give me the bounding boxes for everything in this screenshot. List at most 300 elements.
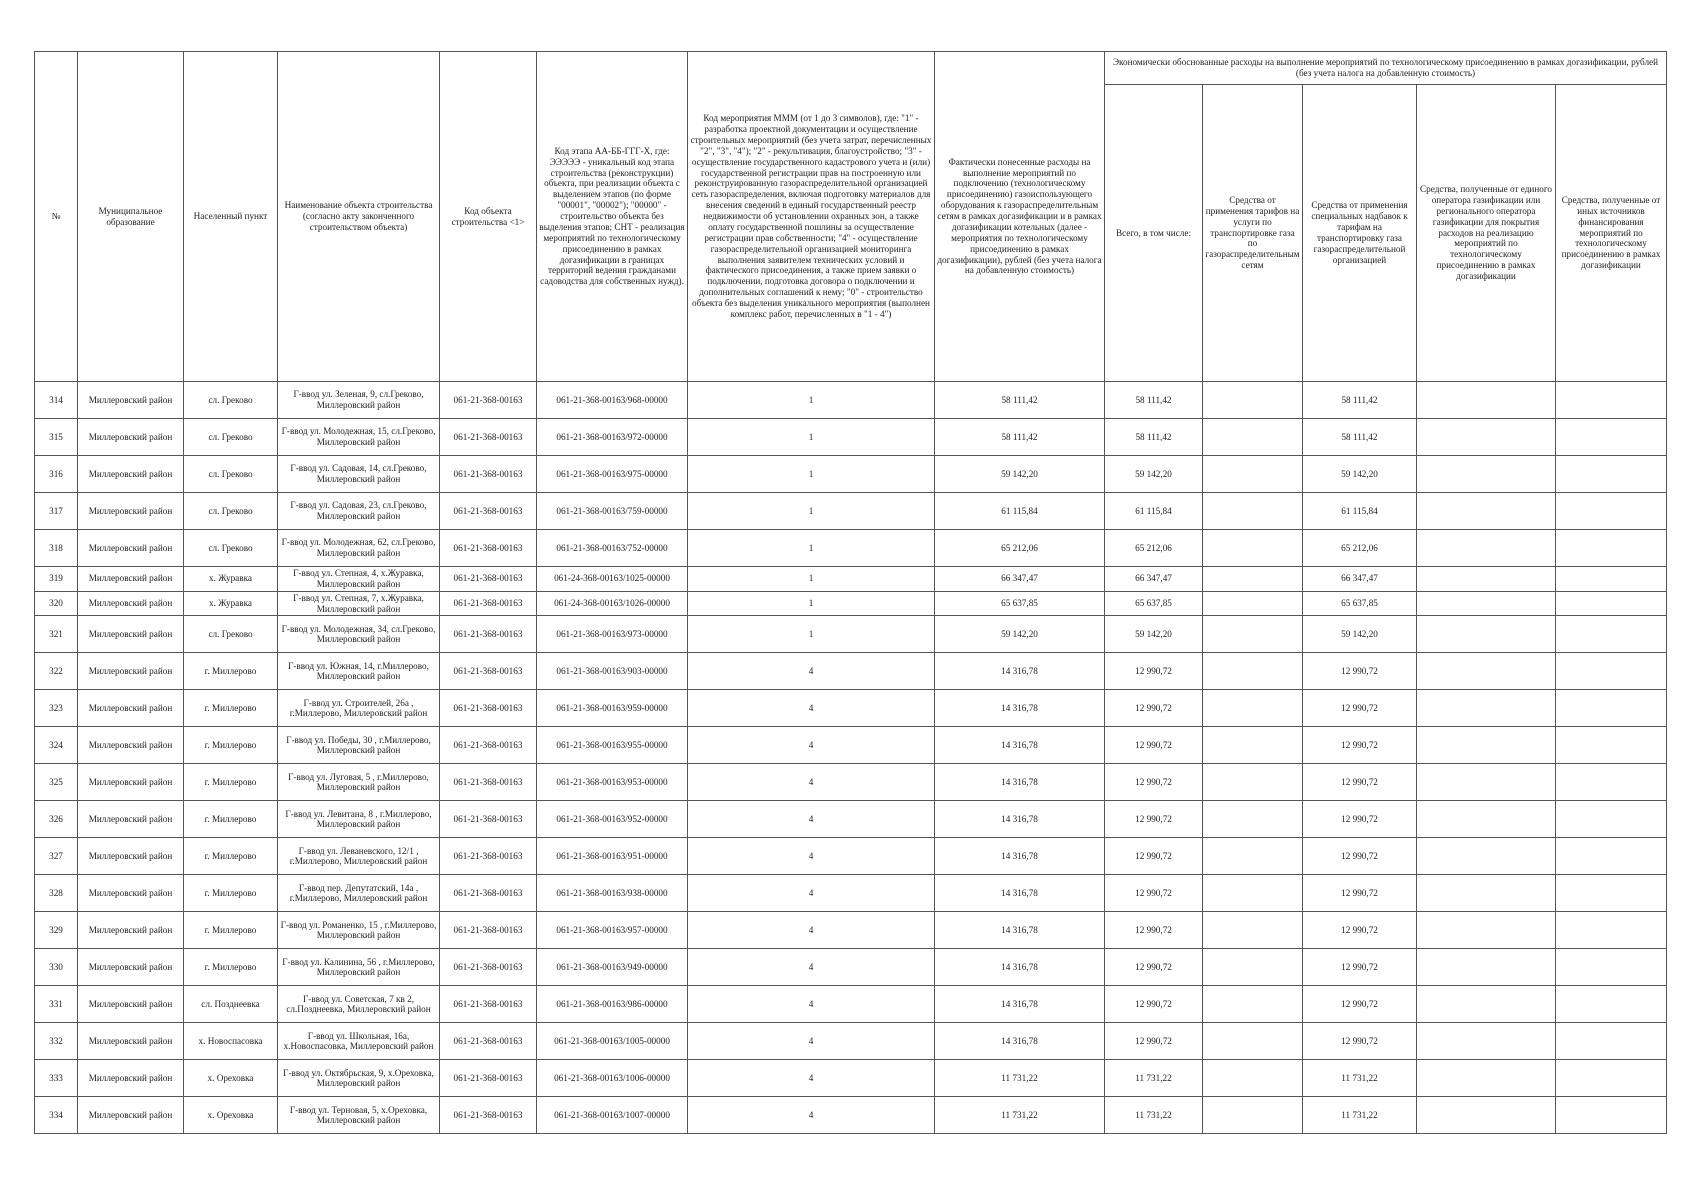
row-object-name: Г-ввод ул. Леваневского, 12/1 , г.Миллерово, Миллеровский район — [278, 838, 440, 875]
row-settlement: г. Миллерово — [184, 912, 278, 949]
row-settlement: г. Миллерово — [184, 801, 278, 838]
row-stage-code: 061-24-368-00163/1026-00000 — [537, 591, 688, 616]
row-object-name: Г-ввод ул. Калинина, 56 , г.Миллерово, Миллеровский район — [278, 949, 440, 986]
row-stage-code: 061-21-368-00163/949-00000 — [537, 949, 688, 986]
row-settlement: х. Журавка — [184, 567, 278, 592]
row-object-name: Г-ввод ул. Молодежная, 62, сл.Греково, Миллеровский район — [278, 530, 440, 567]
row-settlement: х. Новоспасовка — [184, 1023, 278, 1060]
header-transport-tariffs: Средства от применения тарифов на услуги по транспортировке газа по газораспределительным сетям — [1203, 85, 1303, 382]
row-other-sources — [1556, 801, 1667, 838]
row-stage-code: 061-21-368-00163/975-00000 — [537, 456, 688, 493]
row-object-name: Г-ввод ул. Левитана, 8 , г.Миллерово, Миллеровский район — [278, 801, 440, 838]
row-object-code: 061-21-368-00163 — [440, 690, 537, 727]
row-transport-tariffs — [1203, 530, 1303, 567]
gasification-costs-table — [34, 51, 1667, 1134]
row-measure-code: 4 — [688, 949, 935, 986]
row-municipality: Миллеровский район — [78, 912, 184, 949]
row-number: 322 — [35, 653, 78, 690]
row-object-name: Г-ввод ул. Школьная, 16а, х.Новоспасовка, Миллеровский район — [278, 1023, 440, 1060]
row-settlement: г. Миллерово — [184, 653, 278, 690]
row-operator-funds — [1417, 419, 1556, 456]
row-stage-code: 061-21-368-00163/903-00000 — [537, 653, 688, 690]
row-transport-tariffs — [1203, 567, 1303, 592]
row-special-markups: 12 990,72 — [1303, 727, 1417, 764]
row-municipality: Миллеровский район — [78, 1023, 184, 1060]
row-stage-code: 061-21-368-00163/952-00000 — [537, 801, 688, 838]
table-row — [35, 986, 1667, 1023]
row-total: 12 990,72 — [1105, 801, 1203, 838]
row-special-markups: 12 990,72 — [1303, 653, 1417, 690]
row-operator-funds — [1417, 1097, 1556, 1134]
row-municipality: Миллеровский район — [78, 764, 184, 801]
row-total: 12 990,72 — [1105, 875, 1203, 912]
table-row — [35, 419, 1667, 456]
row-object-name: Г-ввод ул. Октябрьская, 9, х.Ореховка, Миллеровский район — [278, 1060, 440, 1097]
table-row — [35, 653, 1667, 690]
row-special-markups: 58 111,42 — [1303, 419, 1417, 456]
row-other-sources — [1556, 382, 1667, 419]
row-municipality: Миллеровский район — [78, 567, 184, 592]
row-operator-funds — [1417, 1023, 1556, 1060]
row-measure-code: 4 — [688, 727, 935, 764]
row-actual-costs: 65 637,85 — [935, 591, 1105, 616]
row-number: 324 — [35, 727, 78, 764]
header-economic-costs-group: Экономически обоснованные расходы на выполнение мероприятий по технологическому присоединению в рамках догазификации, рублей (без учета налога на добавленную стоимость) — [1105, 52, 1667, 85]
row-actual-costs: 11 731,22 — [935, 1060, 1105, 1097]
row-actual-costs: 14 316,78 — [935, 1023, 1105, 1060]
row-operator-funds — [1417, 690, 1556, 727]
row-number: 321 — [35, 616, 78, 653]
row-measure-code: 4 — [688, 1060, 935, 1097]
row-municipality: Миллеровский район — [78, 690, 184, 727]
row-operator-funds — [1417, 653, 1556, 690]
row-municipality: Миллеровский район — [78, 1060, 184, 1097]
table-row — [35, 1023, 1667, 1060]
header-stage-code: Код этапа АА-ББ-ГГГ-Х, где: ЭЭЭЭЭ - уникальный код этапа строительства (реконструкции) объекта, при реализации объекта с выделением этапов (по форме "00001", "00002"); "00000" - строительство объекта без выделения этапов; СНТ - реализация мероприятий по технологическому присоединению в рамках догазификации в границах территорий ведения гражданами садоводства для собственных нужд). — [537, 52, 688, 382]
row-number: 314 — [35, 382, 78, 419]
row-other-sources — [1556, 690, 1667, 727]
row-other-sources — [1556, 1023, 1667, 1060]
row-operator-funds — [1417, 591, 1556, 616]
row-stage-code: 061-21-368-00163/973-00000 — [537, 616, 688, 653]
row-actual-costs: 59 142,20 — [935, 616, 1105, 653]
row-other-sources — [1556, 1097, 1667, 1134]
row-other-sources — [1556, 456, 1667, 493]
row-object-name: Г-ввод ул. Южная, 14, г.Миллерово, Миллеровский район — [278, 653, 440, 690]
row-special-markups: 59 142,20 — [1303, 456, 1417, 493]
row-stage-code: 061-21-368-00163/959-00000 — [537, 690, 688, 727]
row-special-markups: 12 990,72 — [1303, 949, 1417, 986]
row-object-name: Г-ввод ул. Строителей, 26а , г.Миллерово, Миллеровский район — [278, 690, 440, 727]
row-measure-code: 4 — [688, 838, 935, 875]
row-stage-code: 061-21-368-00163/951-00000 — [537, 838, 688, 875]
row-measure-code: 1 — [688, 382, 935, 419]
row-stage-code: 061-21-368-00163/955-00000 — [537, 727, 688, 764]
table-row — [35, 591, 1667, 616]
header-settlement: Населенный пункт — [184, 52, 278, 382]
row-number: 326 — [35, 801, 78, 838]
row-object-name: Г-ввод ул. Садовая, 23, сл.Греково, Миллеровский район — [278, 493, 440, 530]
row-total: 61 115,84 — [1105, 493, 1203, 530]
row-transport-tariffs — [1203, 591, 1303, 616]
row-transport-tariffs — [1203, 456, 1303, 493]
row-settlement: сл. Греково — [184, 616, 278, 653]
row-municipality: Миллеровский район — [78, 875, 184, 912]
row-actual-costs: 14 316,78 — [935, 875, 1105, 912]
row-object-name: Г-ввод ул. Советская, 7 кв 2, сл.Позднеевка, Миллеровский район — [278, 986, 440, 1023]
row-transport-tariffs — [1203, 1097, 1303, 1134]
row-measure-code: 4 — [688, 764, 935, 801]
row-actual-costs: 14 316,78 — [935, 727, 1105, 764]
row-settlement: сл. Греково — [184, 419, 278, 456]
row-number: 319 — [35, 567, 78, 592]
row-actual-costs: 65 212,06 — [935, 530, 1105, 567]
row-special-markups: 58 111,42 — [1303, 382, 1417, 419]
header-special-markups: Средства от применения специальных надбавок к тарифам на транспортировку газа газораспределительной организацией — [1303, 85, 1417, 382]
row-number: 329 — [35, 912, 78, 949]
row-measure-code: 1 — [688, 493, 935, 530]
table-row — [35, 912, 1667, 949]
row-object-code: 061-21-368-00163 — [440, 801, 537, 838]
row-number: 327 — [35, 838, 78, 875]
row-settlement: г. Миллерово — [184, 764, 278, 801]
row-object-code: 061-21-368-00163 — [440, 727, 537, 764]
row-special-markups: 12 990,72 — [1303, 986, 1417, 1023]
row-object-code: 061-21-368-00163 — [440, 912, 537, 949]
row-total: 11 731,22 — [1105, 1097, 1203, 1134]
row-number: 333 — [35, 1060, 78, 1097]
row-number: 330 — [35, 949, 78, 986]
row-municipality: Миллеровский район — [78, 838, 184, 875]
row-measure-code: 1 — [688, 567, 935, 592]
row-actual-costs: 14 316,78 — [935, 912, 1105, 949]
row-number: 315 — [35, 419, 78, 456]
row-total: 66 347,47 — [1105, 567, 1203, 592]
row-total: 12 990,72 — [1105, 690, 1203, 727]
table-row — [35, 838, 1667, 875]
row-municipality: Миллеровский район — [78, 419, 184, 456]
row-municipality: Миллеровский район — [78, 1097, 184, 1134]
row-actual-costs: 11 731,22 — [935, 1097, 1105, 1134]
row-special-markups: 61 115,84 — [1303, 493, 1417, 530]
row-stage-code: 061-21-368-00163/759-00000 — [537, 493, 688, 530]
header-operator-funds: Средства, полученные от единого оператора газификации или регионального оператора газификации для покрытия расходов на реализацию мероприятий по технологическому присоединению в рамках догазификации — [1417, 85, 1556, 382]
row-measure-code: 4 — [688, 875, 935, 912]
row-operator-funds — [1417, 1060, 1556, 1097]
row-transport-tariffs — [1203, 493, 1303, 530]
row-measure-code: 4 — [688, 653, 935, 690]
row-stage-code: 061-21-368-00163/1005-00000 — [537, 1023, 688, 1060]
row-municipality: Миллеровский район — [78, 727, 184, 764]
table-row — [35, 530, 1667, 567]
row-municipality: Миллеровский район — [78, 382, 184, 419]
row-stage-code: 061-24-368-00163/1025-00000 — [537, 567, 688, 592]
row-object-code: 061-21-368-00163 — [440, 567, 537, 592]
row-other-sources — [1556, 591, 1667, 616]
row-measure-code: 1 — [688, 591, 935, 616]
row-stage-code: 061-21-368-00163/1006-00000 — [537, 1060, 688, 1097]
row-actual-costs: 61 115,84 — [935, 493, 1105, 530]
row-measure-code: 4 — [688, 690, 935, 727]
row-object-code: 061-21-368-00163 — [440, 1060, 537, 1097]
row-other-sources — [1556, 912, 1667, 949]
row-stage-code: 061-21-368-00163/1007-00000 — [537, 1097, 688, 1134]
row-total: 65 212,06 — [1105, 530, 1203, 567]
row-actual-costs: 14 316,78 — [935, 986, 1105, 1023]
row-other-sources — [1556, 727, 1667, 764]
row-object-name: Г-ввод ул. Молодежная, 15, сл.Греково, Миллеровский район — [278, 419, 440, 456]
row-transport-tariffs — [1203, 875, 1303, 912]
table-row — [35, 493, 1667, 530]
row-special-markups: 12 990,72 — [1303, 801, 1417, 838]
row-stage-code: 061-21-368-00163/957-00000 — [537, 912, 688, 949]
table-row — [35, 875, 1667, 912]
table-body — [35, 382, 1667, 1134]
row-special-markups: 12 990,72 — [1303, 875, 1417, 912]
row-other-sources — [1556, 764, 1667, 801]
row-transport-tariffs — [1203, 690, 1303, 727]
row-operator-funds — [1417, 875, 1556, 912]
row-measure-code: 1 — [688, 419, 935, 456]
row-total: 65 637,85 — [1105, 591, 1203, 616]
row-transport-tariffs — [1203, 1060, 1303, 1097]
row-actual-costs: 14 316,78 — [935, 690, 1105, 727]
row-special-markups: 12 990,72 — [1303, 1023, 1417, 1060]
row-operator-funds — [1417, 949, 1556, 986]
row-operator-funds — [1417, 456, 1556, 493]
row-municipality: Миллеровский район — [78, 949, 184, 986]
row-object-name: Г-ввод ул. Степная, 7, х.Журавка, Миллеровский район — [278, 591, 440, 616]
row-operator-funds — [1417, 616, 1556, 653]
row-settlement: сл. Греково — [184, 530, 278, 567]
row-special-markups: 11 731,22 — [1303, 1060, 1417, 1097]
row-transport-tariffs — [1203, 1023, 1303, 1060]
row-transport-tariffs — [1203, 838, 1303, 875]
table-row — [35, 616, 1667, 653]
row-total: 12 990,72 — [1105, 764, 1203, 801]
row-total: 59 142,20 — [1105, 616, 1203, 653]
row-object-code: 061-21-368-00163 — [440, 382, 537, 419]
row-actual-costs: 14 316,78 — [935, 949, 1105, 986]
row-measure-code: 4 — [688, 1097, 935, 1134]
row-municipality: Миллеровский район — [78, 530, 184, 567]
row-settlement: г. Миллерово — [184, 875, 278, 912]
row-object-code: 061-21-368-00163 — [440, 456, 537, 493]
row-stage-code: 061-21-368-00163/938-00000 — [537, 875, 688, 912]
row-special-markups: 12 990,72 — [1303, 912, 1417, 949]
row-total: 12 990,72 — [1105, 1023, 1203, 1060]
row-actual-costs: 14 316,78 — [935, 653, 1105, 690]
row-transport-tariffs — [1203, 912, 1303, 949]
row-settlement: х. Ореховка — [184, 1097, 278, 1134]
row-stage-code: 061-21-368-00163/972-00000 — [537, 419, 688, 456]
row-other-sources — [1556, 653, 1667, 690]
row-object-code: 061-21-368-00163 — [440, 986, 537, 1023]
row-municipality: Миллеровский район — [78, 591, 184, 616]
row-transport-tariffs — [1203, 382, 1303, 419]
row-municipality: Миллеровский район — [78, 616, 184, 653]
row-total: 12 990,72 — [1105, 986, 1203, 1023]
row-other-sources — [1556, 567, 1667, 592]
row-object-code: 061-21-368-00163 — [440, 1097, 537, 1134]
row-transport-tariffs — [1203, 764, 1303, 801]
row-object-code: 061-21-368-00163 — [440, 949, 537, 986]
row-object-name: Г-ввод ул. Молодежная, 34, сл.Греково, Миллеровский район — [278, 616, 440, 653]
header-object-name: Наименование объекта строительства (согласно акту законченного строительством объекта) — [278, 52, 440, 382]
row-operator-funds — [1417, 530, 1556, 567]
row-other-sources — [1556, 949, 1667, 986]
row-number: 325 — [35, 764, 78, 801]
row-special-markups: 11 731,22 — [1303, 1097, 1417, 1134]
row-object-code: 061-21-368-00163 — [440, 838, 537, 875]
row-object-code: 061-21-368-00163 — [440, 764, 537, 801]
row-object-name: Г-ввод пер. Депутатский, 14а , г.Миллерово, Миллеровский район — [278, 875, 440, 912]
row-special-markups: 66 347,47 — [1303, 567, 1417, 592]
row-object-name: Г-ввод ул. Победы, 30 , г.Миллерово, Миллеровский район — [278, 727, 440, 764]
row-special-markups: 12 990,72 — [1303, 838, 1417, 875]
row-object-code: 061-21-368-00163 — [440, 493, 537, 530]
row-actual-costs: 14 316,78 — [935, 838, 1105, 875]
row-total: 12 990,72 — [1105, 653, 1203, 690]
row-object-code: 061-21-368-00163 — [440, 616, 537, 653]
header-total: Всего, в том числе: — [1105, 85, 1203, 382]
row-other-sources — [1556, 1060, 1667, 1097]
row-special-markups: 59 142,20 — [1303, 616, 1417, 653]
row-municipality: Миллеровский район — [78, 493, 184, 530]
row-settlement: г. Миллерово — [184, 949, 278, 986]
row-transport-tariffs — [1203, 986, 1303, 1023]
row-municipality: Миллеровский район — [78, 986, 184, 1023]
row-object-code: 061-21-368-00163 — [440, 419, 537, 456]
header-municipality: Муниципальное образование — [78, 52, 184, 382]
row-object-name: Г-ввод ул. Романенко, 15 , г.Миллерово, Миллеровский район — [278, 912, 440, 949]
row-stage-code: 061-21-368-00163/953-00000 — [537, 764, 688, 801]
row-actual-costs: 58 111,42 — [935, 419, 1105, 456]
row-special-markups: 65 212,06 — [1303, 530, 1417, 567]
row-number: 331 — [35, 986, 78, 1023]
row-total: 59 142,20 — [1105, 456, 1203, 493]
table-row — [35, 1060, 1667, 1097]
table-row — [35, 801, 1667, 838]
row-number: 316 — [35, 456, 78, 493]
header-num: № — [35, 52, 78, 382]
row-transport-tariffs — [1203, 727, 1303, 764]
row-object-code: 061-21-368-00163 — [440, 875, 537, 912]
row-measure-code: 4 — [688, 912, 935, 949]
row-object-code: 061-21-368-00163 — [440, 1023, 537, 1060]
row-settlement: х. Журавка — [184, 591, 278, 616]
document-sheet — [34, 51, 1667, 1134]
row-transport-tariffs — [1203, 616, 1303, 653]
row-number: 334 — [35, 1097, 78, 1134]
row-number: 318 — [35, 530, 78, 567]
row-transport-tariffs — [1203, 949, 1303, 986]
row-object-name: Г-ввод ул. Степная, 4, х.Журавка, Миллеровский район — [278, 567, 440, 592]
row-operator-funds — [1417, 493, 1556, 530]
row-actual-costs: 14 316,78 — [935, 764, 1105, 801]
row-actual-costs: 59 142,20 — [935, 456, 1105, 493]
row-other-sources — [1556, 838, 1667, 875]
row-measure-code: 4 — [688, 986, 935, 1023]
row-object-name: Г-ввод ул. Садовая, 14, сл.Греково, Миллеровский район — [278, 456, 440, 493]
row-total: 58 111,42 — [1105, 382, 1203, 419]
header-object-code: Код объекта строительства <1> — [440, 52, 537, 382]
row-settlement: г. Миллерово — [184, 690, 278, 727]
row-number: 323 — [35, 690, 78, 727]
row-stage-code: 061-21-368-00163/968-00000 — [537, 382, 688, 419]
row-object-name: Г-ввод ул. Зеленая, 9, сл.Греково, Миллеровский район — [278, 382, 440, 419]
row-other-sources — [1556, 530, 1667, 567]
row-total: 58 111,42 — [1105, 419, 1203, 456]
row-other-sources — [1556, 986, 1667, 1023]
row-measure-code: 1 — [688, 616, 935, 653]
row-measure-code: 4 — [688, 1023, 935, 1060]
row-object-name: Г-ввод ул. Терновая, 5, х.Ореховка, Миллеровский район — [278, 1097, 440, 1134]
row-stage-code: 061-21-368-00163/752-00000 — [537, 530, 688, 567]
row-other-sources — [1556, 493, 1667, 530]
table-row — [35, 1097, 1667, 1134]
header-other-sources: Средства, полученные от иных источников финансирования мероприятий по технологическому присоединению в рамках догазификации — [1556, 85, 1667, 382]
row-municipality: Миллеровский район — [78, 653, 184, 690]
row-operator-funds — [1417, 567, 1556, 592]
row-measure-code: 4 — [688, 801, 935, 838]
row-stage-code: 061-21-368-00163/986-00000 — [537, 986, 688, 1023]
row-operator-funds — [1417, 801, 1556, 838]
row-operator-funds — [1417, 986, 1556, 1023]
row-total: 12 990,72 — [1105, 838, 1203, 875]
row-settlement: г. Миллерово — [184, 727, 278, 764]
row-number: 332 — [35, 1023, 78, 1060]
row-total: 11 731,22 — [1105, 1060, 1203, 1097]
row-settlement: х. Ореховка — [184, 1060, 278, 1097]
row-measure-code: 1 — [688, 456, 935, 493]
row-settlement: сл. Греково — [184, 382, 278, 419]
row-settlement: сл. Греково — [184, 456, 278, 493]
header-actual-costs: Фактически понесенные расходы на выполнение мероприятий по подключению (технологическому присоединению) газоиспользующего оборудования к газораспределительным сетям в рамках догазификации и в рамках догазификации котельных (далее - мероприятия по технологическому присоединению в рамках догазификации), рублей (без учета налога на добавленную стоимость) — [935, 52, 1105, 382]
row-other-sources — [1556, 419, 1667, 456]
row-number: 317 — [35, 493, 78, 530]
row-operator-funds — [1417, 838, 1556, 875]
row-settlement: г. Миллерово — [184, 838, 278, 875]
row-total: 12 990,72 — [1105, 727, 1203, 764]
row-other-sources — [1556, 875, 1667, 912]
row-total: 12 990,72 — [1105, 949, 1203, 986]
row-measure-code: 1 — [688, 530, 935, 567]
row-settlement: сл. Греково — [184, 493, 278, 530]
row-total: 12 990,72 — [1105, 912, 1203, 949]
row-transport-tariffs — [1203, 801, 1303, 838]
row-object-code: 061-21-368-00163 — [440, 530, 537, 567]
table-row — [35, 567, 1667, 592]
row-actual-costs: 14 316,78 — [935, 801, 1105, 838]
row-municipality: Миллеровский район — [78, 456, 184, 493]
row-special-markups: 12 990,72 — [1303, 690, 1417, 727]
row-operator-funds — [1417, 382, 1556, 419]
row-transport-tariffs — [1203, 653, 1303, 690]
row-actual-costs: 58 111,42 — [935, 382, 1105, 419]
row-actual-costs: 66 347,47 — [935, 567, 1105, 592]
row-municipality: Миллеровский район — [78, 801, 184, 838]
row-number: 320 — [35, 591, 78, 616]
table-row — [35, 727, 1667, 764]
row-special-markups: 12 990,72 — [1303, 764, 1417, 801]
row-transport-tariffs — [1203, 419, 1303, 456]
row-object-code: 061-21-368-00163 — [440, 653, 537, 690]
table-row — [35, 456, 1667, 493]
row-number: 328 — [35, 875, 78, 912]
table-row — [35, 949, 1667, 986]
row-settlement: сл. Позднеевка — [184, 986, 278, 1023]
